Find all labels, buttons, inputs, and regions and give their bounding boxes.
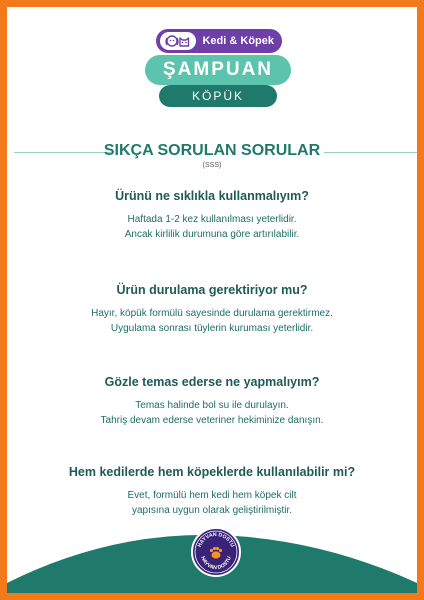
- product-title: ŞAMPUAN: [162, 59, 274, 80]
- product-type: KÖPÜK: [191, 89, 244, 103]
- faq-answer-line: Haftada 1-2 kez kullanılması yeterlidir.: [127, 214, 297, 225]
- faq-abbr: (SSS): [202, 162, 222, 169]
- faq-item: [17, 465, 407, 518]
- product-title-badge: [145, 55, 291, 85]
- faq-answer-line: Evet, formülü hem kedi hem köpek cilt: [127, 490, 297, 501]
- faq-answer-line: Uygulama sonrası tüylerin kuruması yeterlidir.: [110, 323, 314, 334]
- faq-answer: [17, 212, 407, 242]
- faq-item: [17, 283, 407, 336]
- faq-question: Gözle temas ederse ne yapmalıyım?: [104, 375, 320, 389]
- brand-badge: [156, 29, 282, 53]
- faq-answer-line: Temas halinde bol su ile durulayın.: [135, 400, 289, 411]
- cat-dog-icon: [160, 32, 196, 50]
- faq-item: [17, 189, 407, 242]
- faq-answer-line: Hayır, köpük formülü sayesinde durulama gerektirmez.: [91, 308, 333, 319]
- faq-answer: [17, 306, 407, 336]
- faq-item: [17, 375, 407, 428]
- faq-answer-line: Ancak kirlilik durumuna göre artırılabilir.: [124, 229, 300, 240]
- paw-icon: [210, 547, 222, 559]
- product-type-badge: [159, 85, 277, 107]
- faq-title: SIKÇA SORULAN SORULAR: [103, 142, 321, 159]
- faq-answer-line: yapısına uygun olarak geliştirilmiştir.: [131, 505, 293, 516]
- faq-answer: [17, 398, 407, 428]
- seal-text-top: HAYVAN DOSTU: [196, 531, 236, 549]
- faq-question: Ürün durulama gerektiriyor mu?: [116, 283, 308, 297]
- faq-question: Ürünü ne sıklıkla kullanmalıyım?: [115, 189, 309, 203]
- faq-question: Hem kedilerde hem köpeklerde kullanılabilir mi?: [68, 465, 356, 479]
- seal-text-bottom: HAYVAN DOSTU: [199, 555, 233, 572]
- faq-answer-line: Tahriş devam ederse veteriner hekiminize danışın.: [100, 415, 324, 426]
- brand-label: Kedi & Köpek: [202, 35, 274, 47]
- animal-friendly-seal: [191, 527, 241, 577]
